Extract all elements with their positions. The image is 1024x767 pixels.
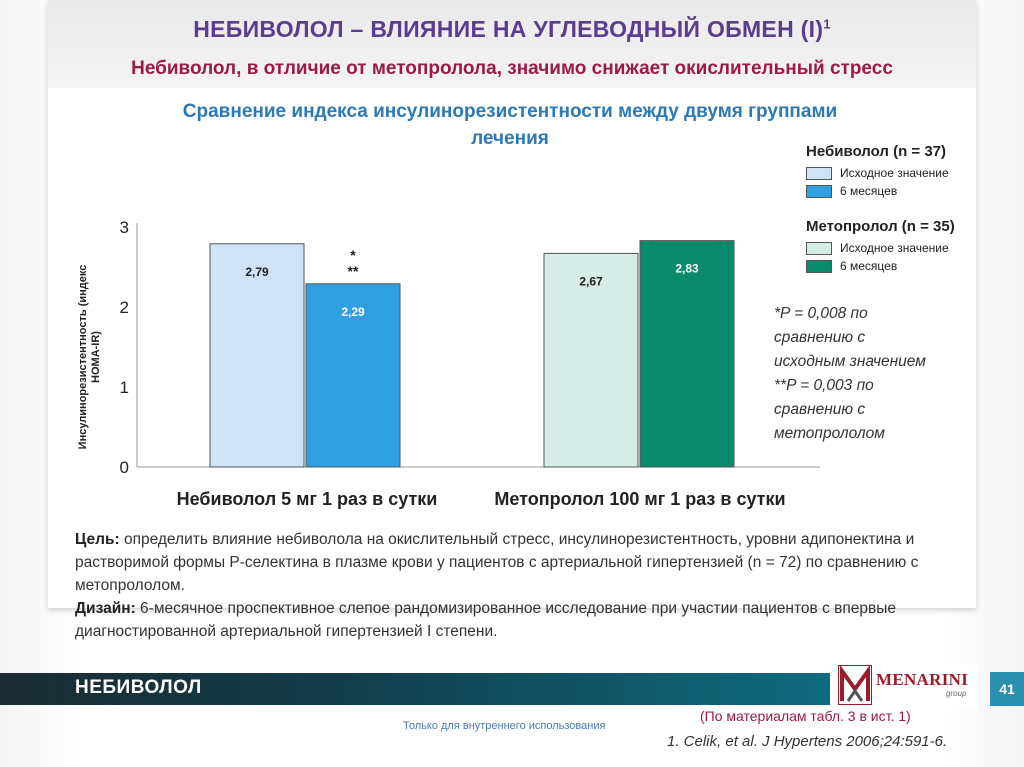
bar-value-label: 2,29 [341, 304, 365, 319]
y-tick-label: 0 [119, 458, 129, 477]
footnote-line: метопрололом [774, 425, 885, 442]
slide-title-text: НЕБИВОЛОЛ – ВЛИЯНИЕ НА УГЛЕВОДНЫЙ ОБМЕН (I) [193, 16, 824, 42]
chart-title-line2: лечения [471, 128, 549, 149]
footnote-line: **P = 0,003 по [774, 377, 874, 394]
y-axis-label: Инсулинорезистентность (индексHOMA-IR) [77, 264, 102, 450]
legend-metoprolol-6m [806, 257, 955, 275]
legend-label: Исходное значение [840, 166, 949, 180]
design-label: Дизайн: [75, 600, 136, 617]
significance-marker: * [350, 246, 356, 263]
legend-swatch-nebivolol-6m [806, 185, 832, 198]
footnote-line: сравнению с [774, 329, 866, 346]
logo-subtext: group [946, 689, 967, 698]
logo-wordmark: MENARINI [876, 670, 969, 689]
page-number: 41 [990, 672, 1024, 706]
slide-title [48, 16, 976, 43]
design-paragraph [75, 597, 975, 643]
significance-marker: ** [347, 262, 359, 279]
legend-metoprolol-title: Метопролол (n = 35) [806, 218, 955, 235]
legend-label: 6 месяцев [840, 184, 898, 198]
bar-chart [60, 200, 860, 525]
legend-label: 6 месяцев [840, 259, 898, 273]
statistics-footnote [774, 302, 984, 446]
legend-label: Исходное значение [840, 241, 949, 255]
chart-title-line1: Сравнение индекса инсулинорезистентности между двумя группами [182, 101, 838, 122]
internal-use-note: Только для внутреннего использования [403, 720, 606, 732]
y-tick-label: 3 [119, 218, 129, 237]
goal-text: определить влияние небиволола на окислительный стресс, инсулинорезистентность, уровни адипонектина и растворимой формы Р-селектина в плазме крови у пациентов с артериальной гипертензией (n = 72) по сравнению с метопрололом. [75, 531, 919, 594]
legend-nebivolol-6m [806, 182, 949, 200]
x-category-label: Небиволол 5 мг 1 раз в сутки [176, 489, 438, 509]
bar-value-label: 2,67 [579, 274, 603, 289]
legend-metoprolol-baseline [806, 239, 955, 257]
x-category-label: Метопролол 100 мг 1 раз в сутки [494, 489, 786, 509]
design-text: 6-месячное проспективное слепое рандомизированное исследование при участии пациентов с впервые диагностированной артериальной гипертензией I степени. [75, 600, 896, 640]
title-footnote-ref: 1 [823, 16, 831, 32]
footnote-line: исходным значением [774, 353, 926, 370]
chart-title [100, 98, 920, 152]
legend-swatch-metoprolol-6m [806, 260, 832, 273]
legend-swatch-nebivolol-baseline [806, 167, 832, 180]
footnote-line: *P = 0,008 по [774, 305, 868, 322]
legend-metoprolol [806, 218, 955, 275]
bar-value-label: 2,83 [675, 261, 699, 276]
reference-citation: 1. Celik, et al. J Hypertens 2006;24:591-6. [667, 733, 948, 750]
menarini-logo-mark [838, 665, 872, 705]
bar-value-label: 2,79 [245, 264, 269, 279]
slide-subtitle: Небиволол, в отличие от метопролола, значимо снижает окислительный стресс [131, 58, 893, 79]
footnote-line: сравнению с [774, 401, 866, 418]
y-tick-label: 1 [119, 378, 129, 397]
legend-nebivolol-baseline [806, 164, 949, 182]
legend-nebivolol [806, 143, 949, 200]
y-tick-label: 2 [119, 298, 129, 317]
menarini-logo [838, 665, 978, 709]
bottom-bar-label: НЕБИВОЛОЛ [75, 677, 202, 698]
goal-label: Цель: [75, 531, 120, 548]
legend-swatch-metoprolol-baseline [806, 242, 832, 255]
legend-nebivolol-title: Небиволол (n = 37) [806, 143, 947, 160]
goal-paragraph [75, 528, 975, 597]
source-note: (По материалам табл. 3 в ист. 1) [700, 708, 911, 724]
study-description [75, 528, 975, 643]
